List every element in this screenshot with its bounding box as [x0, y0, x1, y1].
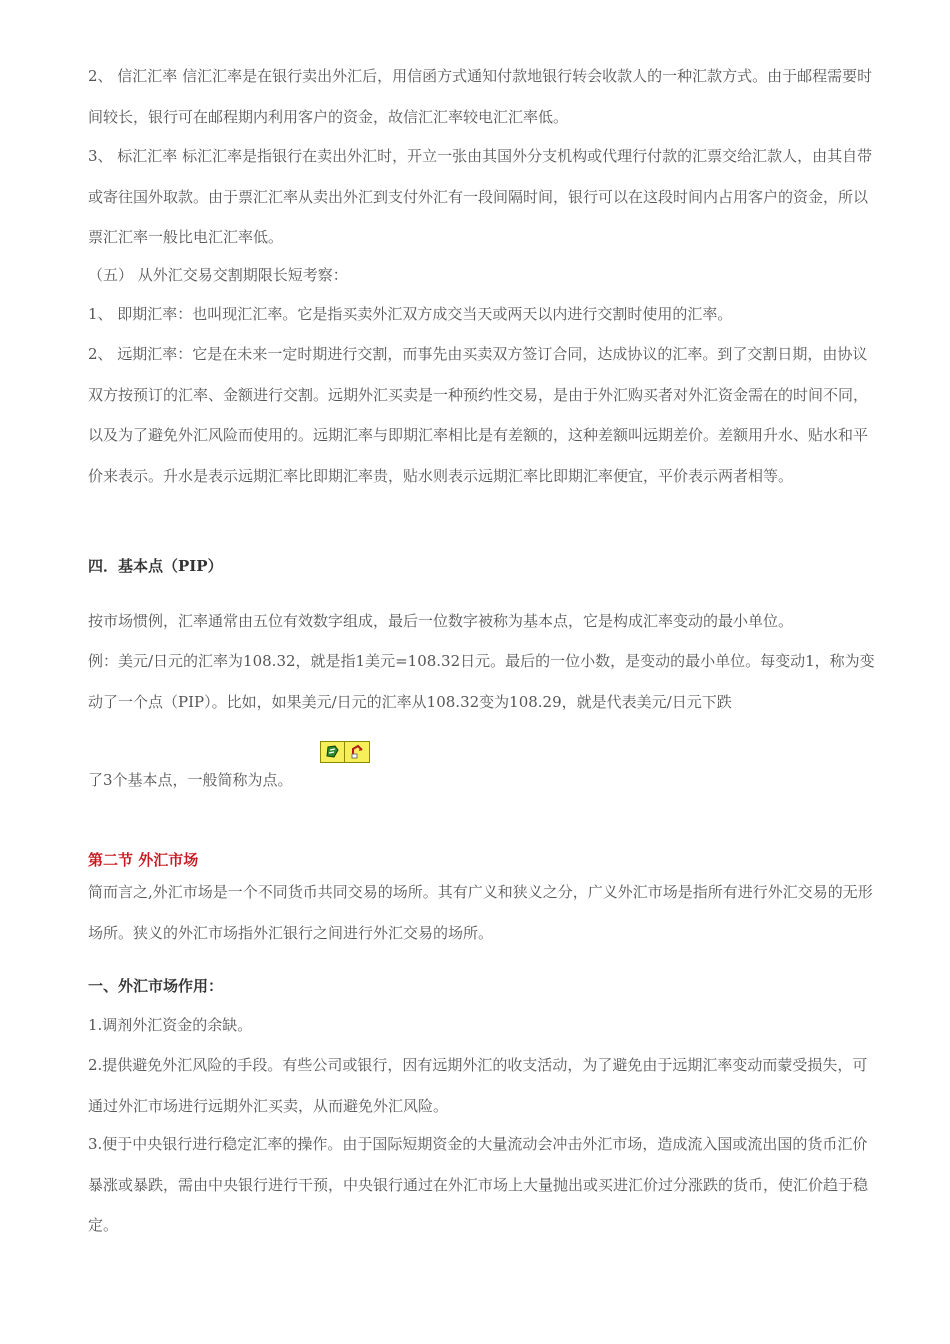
paragraph-forward-rate: 2、 远期汇率：它是在未来一定时期进行交割，而事先由买卖双方签订合同，达成协议的汇率。到了交割日期，由协议双方按预订的汇率、金额进行交割。远期外汇买卖是一种预约性交易，是由于外汇购买者对外汇资金需在的时间不同，以及为了避免外汇风险而使用的。远期汇率与即期汇率相比是有差额的，这种差额叫远期差价。差额用升水、贴水和平价来表示。升水是表示远期汇率比即期汇率贵，贴水则表示远期汇率比即期汇率便宜，平价表示两者相等。: [88, 345, 869, 485]
list-item-role-3: 3.便于中央银行进行稳定汇率的操作。由于国际短期资金的大量流动会冲击外汇市场，造成流入国或流出国的货币汇价暴涨或暴跌，需由中央银行进行干预，中央银行通过在外汇市场上大量抛出或买进汇价过分涨跌的货币，使汇价趋于稳定。: [88, 1135, 869, 1234]
paragraph-market-definition: 简而言之,外汇市场是一个不同货币共同交易的场所。其有广义和狭义之分，广义外汇市场是指所有进行外汇交易的无形场所。狭义的外汇市场指外汇银行之间进行外汇交易的场所。: [88, 883, 873, 942]
red-arrow-icon[interactable]: [344, 742, 368, 762]
heading-pip: 四．基本点（PIP）: [88, 557, 223, 575]
paragraph-spot-rate: 1、 即期汇率：也叫现汇汇率。它是指买卖外汇双方成交当天或两天以内进行交割时使用的汇率。: [88, 305, 733, 323]
paragraph-pip-example: 例：美元/日元的汇率为108.32，就是指1美元=108.32日元。最后的一位小数，是变动的最小单位。每变动1，称为变动了一个点（PIP）。比如，如果美元/日元的汇率从108.32变为108.29，就是代表美元/日元下跌: [88, 652, 875, 711]
heading-market-roles: 一、外汇市场作用：: [88, 977, 224, 995]
list-item-role-1: 1.调剂外汇资金的余缺。: [88, 1016, 253, 1034]
paragraph-pip-tail: 了3个基本点，一般简称为点。: [88, 771, 293, 789]
paragraph-mail-transfer-rate: 2、 信汇汇率 信汇汇率是在银行卖出外汇后，用信函方式通知付款地银行转会收款人的一种汇款方式。由于邮程需要时间较长，银行可在邮程期内利用客户的资金，故信汇汇率较电汇汇率低。: [88, 67, 873, 126]
paragraph-pip-definition: 按市场惯例，汇率通常由五位有效数字组成，最后一位数字被称为基本点，它是构成汇率变动的最小单位。: [88, 612, 794, 630]
subheading-delivery-term: （五） 从外汇交易交割期限长短考察：: [88, 266, 348, 284]
green-document-icon[interactable]: [321, 742, 344, 762]
paragraph-draft-rate: 3、 标汇汇率 标汇汇率是指银行在卖出外汇时，开立一张由其国外分支机构或代理行付款的汇票交给汇款人，由其自带或寄往国外取款。由于票汇汇率从卖出外汇到支付外汇有一段间隔时间，银行可以在这段时间内占用客户的资金，所以票汇汇率一般比电汇汇率低。: [88, 147, 873, 246]
section-title: 第二节 外汇市场: [88, 851, 199, 869]
list-item-role-2: 2.提供避免外汇风险的手段。有些公司或银行，因有远期外汇的收支活动，为了避免由于远期汇率变动而蒙受损失，可通过外汇市场进行远期外汇买卖，从而避免外汇风险。: [88, 1056, 868, 1115]
